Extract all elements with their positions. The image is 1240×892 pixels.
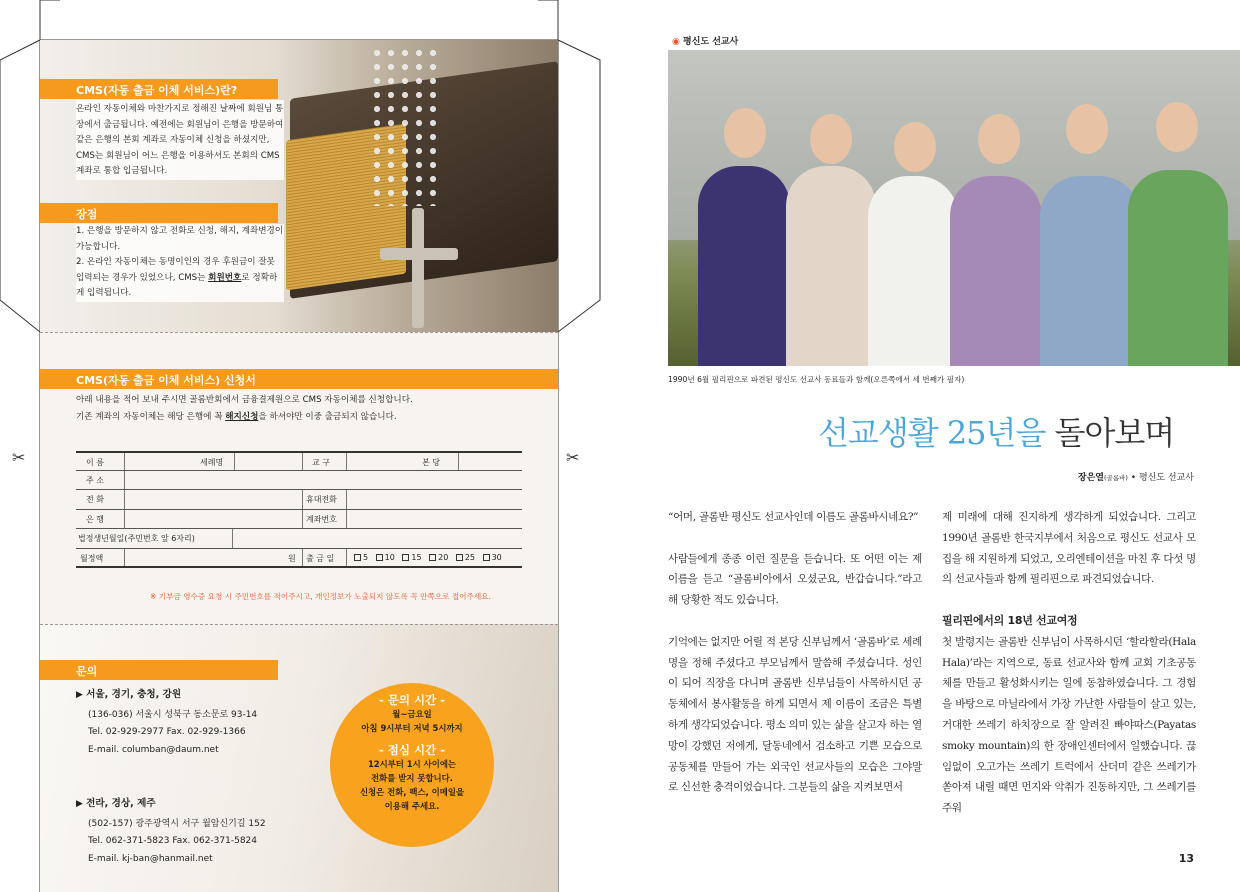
paragraph: 사람들에게 종종 이런 질문을 듣습니다. 또 어떤 이는 제 이름을 듣고 “골롬비아에서 오셨군요, 반갑습니다.”라고 해 당황한 적도 있습니다. [668,552,922,607]
rosary-beads-image [370,46,440,206]
cms-box-title: CMS(자동 출금 이체 서비스)란? [40,79,278,99]
day-checkbox[interactable]: 10 [376,553,395,562]
day-checkbox[interactable]: 25 [456,553,475,562]
byline: 장은열(골롬바) • 평신도 선교사 [1077,473,1194,483]
paragraph: 제 미래에 대해 진지하게 생각하게 되었습니다. 그리고 1990년 골롬반 한국지부에서 처음으로 평신도 선교사 모집을 해 지원하게 되었고, 오리엔테이션을 마친 후 다섯 명의 선교사들과 함께 필리핀으로 파견되었습니다. [942,511,1196,586]
photo-face [810,114,852,164]
photo-face [1156,102,1198,152]
lunch-line: 12시부터 1시 사이에는 [367,759,457,769]
inquiry-seoul [76,686,257,759]
office-hours-circle [330,683,494,847]
label-phone: 전 화 [86,495,104,504]
lunch-line: 전화를 받지 못합니다. [371,773,453,783]
region-heading: ▶ 서울, 경기, 충청, 강원 [76,686,257,705]
article-title: 선교생활 25년을 돌아보며 [818,414,1175,452]
label-address: 주 소 [86,475,104,485]
inquiry-title: 문의 [40,660,278,680]
photo-person [868,176,958,366]
section-heading: 필리핀에서의 18년 선교여정 [942,613,1078,627]
merit-box-title: 장점 [40,203,278,223]
label-monthly: 월정액 [80,553,104,563]
lunch-title: - 점심 시간 - [379,743,445,757]
form-row-name [76,451,522,471]
photo-face [978,114,1020,164]
email: E-mail. columban@daum.net [88,744,219,755]
photo-person [786,166,876,366]
photo-face [724,108,766,158]
label-account: 계좌번호 [306,514,337,524]
label-withdraw-date: 출 금 일 [306,553,335,563]
application-title: CMS(자동 출금 이체 서비스) 신청서 [40,369,558,389]
scissors-icon: ✂ [12,448,26,467]
paragraph: 기억에는 없지만 어릴 적 본당 신부님께서 ‘골롬바’로 세례명을 정해 주셨다고 부모님께서 말씀해 주셨습니다. 성인이 되어 직장을 다니며 골롬반 신부님들이 사목하시던 공동체에서 봉사활동을 하게 되면서 제 이름이 조금은 특별하게 생각되었습니다. 평소 의미 있는 삶을 살고자 하는 열망이 강했던 저에게, 달동네에서 검소하고 기쁜 모습으로 공동체를 만들어 가는 외국인 선교사들의 모습은 그야말로 신선한 충격이었습니다. 그분들의 삶을 지켜보면서 [668,635,922,794]
tel-fax: Tel. 062-371-5823 Fax. 062-371-5824 [88,836,258,846]
form-row-monthly [76,549,522,569]
photo-person [950,176,1042,366]
hours-time: 아침 9시부터 저녁 5시까지 [361,723,463,733]
form-row-birth [76,529,522,549]
article-column-right [942,507,1196,840]
label-birth: 법정생년월일(주민번호 앞 6자리) [78,534,195,543]
page-number: 13 [1178,852,1194,865]
address: (502-157) 광주광역시 서구 월암신기길 152 [88,818,266,829]
photo-person [1040,176,1140,366]
application-instructions: 아래 내용을 적어 보내 주시면 골롬반회에서 금융결제원으로 CMS 자동이체를 신청합니다. 기존 계좌의 자동이체는 해당 은행에 꼭 해지신청을 하셔야만 이중 출금되지 않습니다. [76,395,413,422]
lunch-line: 이용해 주세요. [384,801,440,811]
photo-face [1066,104,1108,154]
label-parish: 교 구 [312,458,330,467]
address: (136-036) 서울시 성북구 동소문로 93-14 [88,709,258,720]
photo-person [1128,170,1228,366]
hours-days: 월~금요일 [392,709,432,719]
label-local-parish: 본 당 [422,458,440,467]
inquiry-gwangju [76,795,266,868]
scissors-icon: ✂ [566,448,580,467]
group-photo [668,50,1240,366]
photo-caption: 1990년 6월 필리핀으로 파견된 평신도 선교사 동료들과 함께(오른쪽에서 세 번째가 필자) [668,375,965,384]
label-bank: 은 행 [86,514,104,524]
label-name: 이 름 [86,458,104,467]
article-column-left [668,507,922,819]
day-checkbox[interactable]: 20 [429,553,448,562]
label-baptismal: 세례명 [200,458,224,467]
merit-item-1: 1. 은행을 방문하지 않고 전화로 신청, 해지, 계좌변경이 가능합니다. [76,226,284,252]
crucifix-bar [380,248,458,260]
label-won: 원 [288,553,296,563]
paragraph: 첫 발령지는 골롬반 신부님이 사목하시던 ‘할라할라(Hala Hala)’라는 지역으로, 동료 선교사와 함께 교회 기초공동체를 만들고 활성화시키는 일에 동참하였습니다. 그 경험을 바탕으로 마닐라에서 가장 가난한 사람들이 살고 있는, 거대한 쓰레기 하치장으로 잘 알려진 빠야따스(Payatas smoky mountain)의 한 장애인센터에서 일했습니다. 끊임없이 오고가는 쓰레기 트럭에서 산더미 같은 쓰레기가 쏟아져 내릴 때면 먼지와 악취가 진동하지만, 그 쓰레기를 주워 [942,635,1196,815]
form-row-address [76,471,522,491]
tel-fax: Tel. 02-929-2977 Fax. 02-929-1366 [88,727,246,737]
photo-person [698,166,790,366]
cms-box-body: 온라인 자동이체와 마찬가지로 정해진 날짜에 회원님 통장에서 출금됩니다. 예전에는 회원님이 은행을 방문하여 같은 은행의 본회 계좌로 자동이체 신청을 하셨지만, CMS는 회원님이 어느 은행을 이용하셔도 본회의 CMS계좌로 통합 입금됩니다. [76,100,284,180]
day-checkbox[interactable]: 5 [354,553,368,562]
crucifix-image [412,208,424,328]
merit-item-2: 2. 온라인 자동이체는 동명이인의 경우 후원금이 잘못 입력되는 경우가 있었으나, CMS는 회원번호로 정확하게 입력됩니다. [76,257,278,298]
target-icon: ◉ [672,37,680,47]
paragraph: “어머, 골롬반 평신도 선교사인데 이름도 골롬바시네요?” [668,511,919,523]
section-tag: ◉ 평신도 선교사 [672,37,739,47]
form-row-phone [76,490,522,510]
application-form-table [76,451,522,568]
day-checkbox[interactable]: 15 [402,553,421,562]
privacy-note: ※ 기부금 영수증 요청 시 주민번호를 적어주시고, 개인정보가 노출되지 않도록 꼭 안쪽으로 접어주세요. [150,592,491,601]
form-row-bank [76,510,522,530]
day-checkbox[interactable]: 30 [483,553,502,562]
photo-face [894,122,936,172]
lunch-line: 신청은 전화, 팩스, 이메일을 [359,787,465,797]
hours-title: - 문의 시간 - [379,693,445,707]
merit-list [76,224,284,302]
email: E-mail. kj-ban@hanmail.net [88,853,213,864]
withdraw-day-options [354,553,507,562]
label-mobile: 휴대전화 [306,495,337,504]
region-heading: ▶ 전라, 경상, 제주 [76,795,266,814]
